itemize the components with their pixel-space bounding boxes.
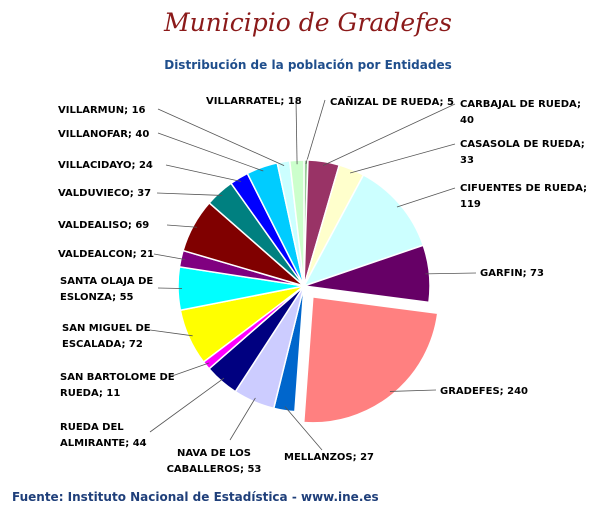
leader-line-valdealcon [154,254,185,259]
slice-label-san-miguel-de-escalada: SAN MIGUEL DE ESCALADA; 72 [62,323,151,350]
chart-title: Municipio de Gradefes [163,8,453,37]
slice-label-san-bartolome-de-rueda: SAN BARTOLOME DE RUEDA; 11 [60,372,175,399]
leader-line-cifuentes-de-rueda [397,188,455,207]
leader-line-casasola-de-rueda [350,144,455,173]
slice-label-canizal-de-rueda: CAÑIZAL DE RUEDA; 5 [330,97,454,108]
leader-line-garfin [425,273,476,274]
source-note: Fuente: Instituto Nacional de Estadística - www.ine.es [12,490,379,504]
slice-label-villarratel: VILLARRATEL; 18 [206,96,302,107]
slice-label-santa-olaja-de-eslonza: SANTA OLAJA DE ESLONZA; 55 [60,276,154,303]
slice-label-villacidayo: VILLACIDAYO; 24 [58,160,153,171]
leader-line-carbajal-de-rueda [323,104,455,166]
leader-line-nava-de-los-caballeros [230,398,255,440]
slice-label-villarmun: VILLARMUN; 16 [58,105,146,116]
leader-line-villacidayo [166,165,241,181]
chart-subtitle: Distribución de la población por Entidades [164,58,452,72]
slice-label-cifuentes-de-rueda: CIFUENTES DE RUEDA; 119 [460,183,588,210]
slice-label-garfin: GARFIN; 73 [480,268,544,279]
slice-label-rueda-del-almirante: RUEDA DEL ALMIRANTE; 44 [60,422,147,449]
slice-label-valdealiso: VALDEALISO; 69 [58,220,150,231]
pie-slice-gradefes [304,297,438,423]
leader-line-san-bartolome-de-rueda [172,363,209,376]
slice-label-carbajal-de-rueda: CARBAJAL DE RUEDA; 40 [460,99,581,126]
slice-label-valdealcon: VALDEALCON; 21 [58,249,155,260]
slice-label-nava-de-los-caballeros: NAVA DE LOS CABALLEROS; 53 [166,448,262,475]
slice-label-gradefes: GRADEFES; 240 [440,386,528,397]
leader-line-rueda-del-almirante [150,378,224,432]
leader-line-villarmun [158,109,284,166]
leader-line-canizal-de-rueda [306,100,325,164]
leader-line-valduvieco [157,193,222,195]
slice-label-villanofar: VILLANOFAR; 40 [58,129,150,140]
slice-label-casasola-de-rueda: CASASOLA DE RUEDA; 33 [460,139,585,166]
leader-line-villanofar [158,133,263,171]
leader-line-villarratel [296,100,297,164]
slice-label-valduvieco: VALDUVIECO; 37 [58,188,152,199]
slice-label-mellanzos: MELLANZOS; 27 [284,452,374,463]
